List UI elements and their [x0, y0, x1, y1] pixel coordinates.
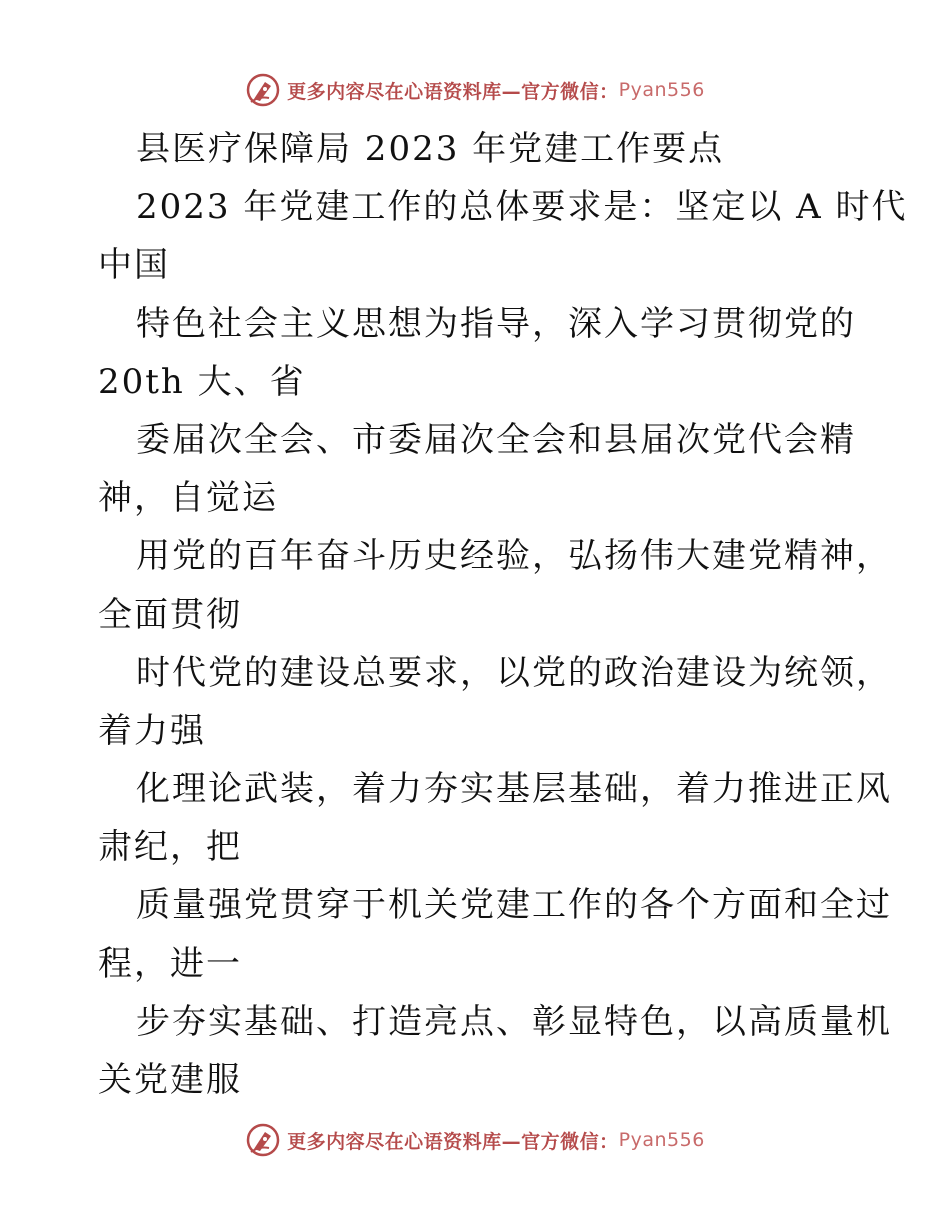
header-watermark — [0, 70, 950, 110]
paragraph-line: 步夯实基础、打造亮点、彰显特色，以高质量机 — [136, 1001, 892, 1042]
paragraph-line: 着力强 — [98, 710, 206, 751]
paragraph-line: 程，进一 — [98, 943, 242, 984]
document-body — [98, 120, 908, 1109]
document-title: 县医疗保障局 2023 年党建工作要点 — [136, 129, 725, 169]
paragraph-line: 质量强党贯穿于机关党建工作的各个方面和全过 — [136, 885, 892, 926]
paragraph-line: 用党的百年奋斗历史经验，弘扬伟大建党精神， — [136, 536, 892, 577]
paragraph-line: 关党建服 — [98, 1060, 242, 1100]
paragraph-line: 化理论武装，着力夯实基层基础，着力推进正风 — [136, 769, 892, 810]
paragraph-line: 2023 年党建工作的总体要求是：坚定以 A 时代 — [136, 187, 908, 228]
paragraph-line: 20th 大、省 — [98, 361, 306, 402]
paragraph-line: 神，自觉运 — [98, 478, 278, 519]
watermark-wechat-id: Pyan556 — [618, 1129, 705, 1151]
pen-nib-logo-icon — [245, 72, 281, 108]
paragraph-line: 中国 — [98, 245, 170, 286]
watermark-wechat-id: Pyan556 — [618, 79, 705, 101]
paragraph-line: 委届次全会、市委届次全会和县届次党代会精 — [136, 419, 856, 460]
paragraph-line: 时代党的建设总要求，以党的政治建设为统领， — [136, 652, 892, 693]
paragraph-line: 肃纪，把 — [98, 827, 242, 868]
watermark-text: 更多内容尽在心语资料库—官方微信： — [287, 1130, 619, 1153]
paragraph-line: 全面贯彻 — [98, 594, 242, 635]
footer-watermark — [0, 1120, 950, 1160]
paragraph-line: 特色社会主义思想为指导，深入学习贯彻党的 — [136, 303, 856, 344]
pen-nib-logo-icon — [245, 1122, 281, 1158]
watermark-text: 更多内容尽在心语资料库—官方微信： — [287, 80, 619, 103]
